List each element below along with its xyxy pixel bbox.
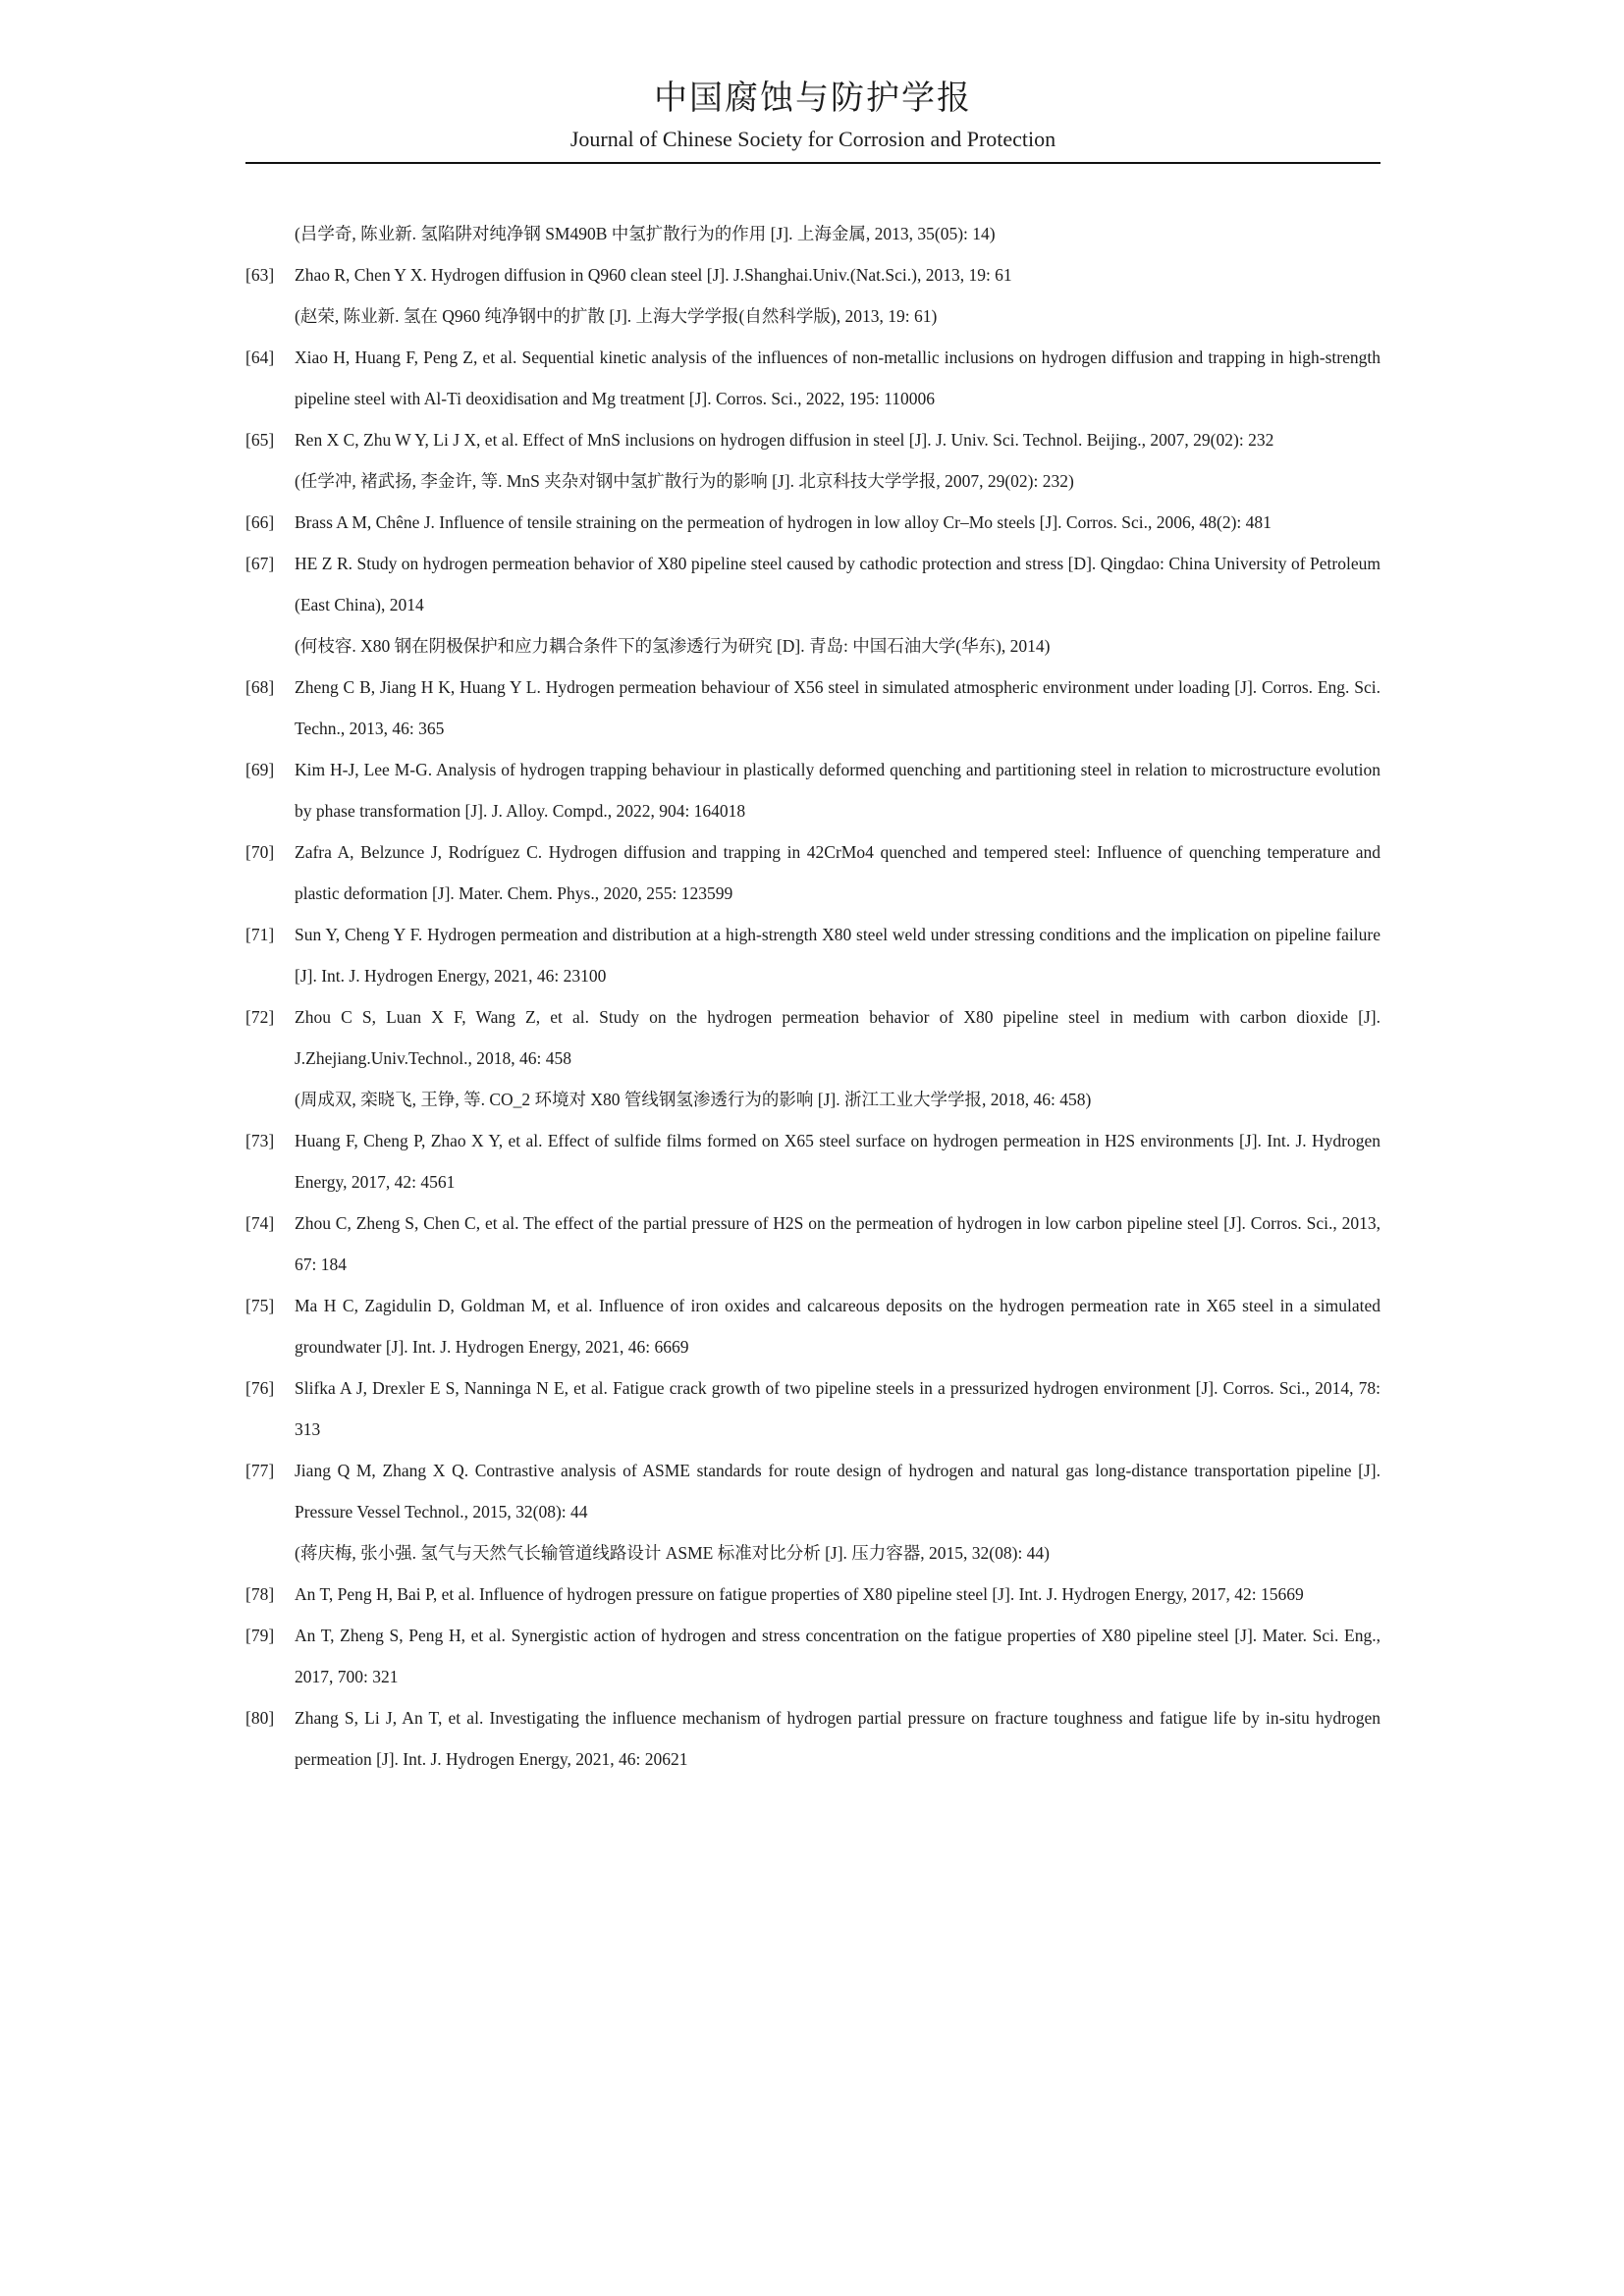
reference-number: [65]	[245, 430, 275, 450]
reference-number: [67]	[245, 554, 275, 573]
reference-text-en: Xiao H, Huang F, Peng Z, et al. Sequential kinetic analysis of the influences of non-metallic inclusions on hydrogen diffusion and trapping in high-strength pipeline steel with Al-Ti deoxidisation and Mg treatment [J]. Corros. Sci., 2022, 195: 110006	[295, 347, 1380, 408]
journal-title-english: Journal of Chinese Society for Corrosion and Protection	[569, 127, 1056, 151]
reference-number: [80]	[245, 1708, 275, 1728]
reference-text-en: Ma H C, Zagidulin D, Goldman M, et al. Influence of iron oxides and calcareous deposits on the hydrogen permeation rate in X65 steel in a simulated groundwater [J]. Int. J. Hydrogen Energy, 2021, 46: 6669	[295, 1296, 1380, 1357]
reference-item	[245, 831, 1380, 914]
reference-text-cn: (周成双, 栾晓飞, 王铮, 等. CO_2 环境对 X80 管线钢氢渗透行为的影响 [J]. 浙江工业大学学报, 2018, 46: 458)	[295, 1090, 1092, 1109]
reference-number: [69]	[245, 760, 275, 779]
reference-number: [78]	[245, 1584, 275, 1604]
header-divider	[245, 162, 1380, 164]
reference-number: [79]	[245, 1626, 275, 1645]
reference-number: [66]	[245, 512, 275, 532]
reference-text-en: Zhou C, Zheng S, Chen C, et al. The effect of the partial pressure of H2S on the permeation of hydrogen in low carbon pipeline steel [J]. Corros. Sci., 2013, 67: 184	[295, 1213, 1380, 1274]
reference-text-en: HE Z R. Study on hydrogen permeation behavior of X80 pipeline steel caused by cathodic protection and stress [D]. Qingdao: China University of Petroleum (East China), 2014	[295, 554, 1380, 614]
reference-number: [77]	[245, 1461, 275, 1480]
reference-continuation-line	[245, 213, 1380, 254]
reference-text-cn: (何枝容. X80 钢在阴极保护和应力耦合条件下的氢渗透行为研究 [D]. 青岛: 中国石油大学(华东), 2014)	[295, 636, 1051, 656]
reference-text-en: Kim H-J, Lee M-G. Analysis of hydrogen trapping behaviour in plastically deformed quenching and partitioning steel in relation to microstructure evolution by phase transformation [J]. J. Alloy. Compd., 2022, 904: 164018	[295, 760, 1380, 821]
reference-item	[245, 543, 1380, 667]
reference-text-en: An T, Peng H, Bai P, et al. Influence of hydrogen pressure on fatigue properties of X80 pipeline steel [J]. Int. J. Hydrogen Energy, 2017, 42: 15669	[295, 1584, 1304, 1604]
reference-text-en: Zhang S, Li J, An T, et al. Investigating the influence mechanism of hydrogen partial pressure on fracture toughness and fatigue life by in-situ hydrogen permeation [J]. Int. J. Hydrogen Energy, 2021, 46: 20621	[295, 1708, 1380, 1769]
journal-header	[245, 71, 1380, 164]
reference-item	[245, 1285, 1380, 1367]
reference-text-en: Zheng C B, Jiang H K, Huang Y L. Hydrogen permeation behaviour of X56 steel in simulated atmospheric environment under loading [J]. Corros. Eng. Sci. Techn., 2013, 46: 365	[295, 677, 1380, 738]
reference-number: [73]	[245, 1131, 275, 1150]
reference-text-cn: (吕学奇, 陈业新. 氢陷阱对纯净钢 SM490B 中氢扩散行为的作用 [J]. 上海金属, 2013, 35(05): 14)	[295, 224, 996, 243]
reference-text-en: Huang F, Cheng P, Zhao X Y, et al. Effect of sulfide films formed on X65 steel surface on hydrogen permeation in H2S environments [J]. Int. J. Hydrogen Energy, 2017, 42: 4561	[295, 1131, 1380, 1192]
reference-item	[245, 1120, 1380, 1202]
reference-number: [64]	[245, 347, 275, 367]
reference-item	[245, 667, 1380, 749]
reference-text-en: Sun Y, Cheng Y F. Hydrogen permeation and distribution at a high-strength X80 steel weld under stressing conditions and the implication on pipeline failure [J]. Int. J. Hydrogen Energy, 2021, 46: 23100	[295, 925, 1380, 986]
reference-item	[245, 1615, 1380, 1697]
reference-number: [74]	[245, 1213, 275, 1233]
reference-text-cn: (蒋庆梅, 张小强. 氢气与天然气长输管道线路设计 ASME 标准对比分析 [J]. 压力容器, 2015, 32(08): 44)	[295, 1543, 1051, 1563]
reference-text-en: An T, Zheng S, Peng H, et al. Synergistic action of hydrogen and stress concentration on the fatigue properties of X80 pipeline steel [J]. Mater. Sci. Eng., 2017, 700: 321	[295, 1626, 1380, 1686]
reference-item	[245, 337, 1380, 419]
reference-number: [71]	[245, 925, 275, 944]
reference-item	[245, 254, 1380, 337]
reference-number: [75]	[245, 1296, 275, 1315]
reference-number: [68]	[245, 677, 275, 697]
reference-item	[245, 502, 1380, 543]
reference-text-cn: (赵荣, 陈业新. 氢在 Q960 纯净钢中的扩散 [J]. 上海大学学报(自然科学版), 2013, 19: 61)	[295, 306, 938, 326]
reference-item	[245, 1574, 1380, 1615]
reference-number: [70]	[245, 842, 275, 862]
reference-text-cn: (任学冲, 褚武扬, 李金许, 等. MnS 夹杂对钢中氢扩散行为的影响 [J]. 北京科技大学学报, 2007, 29(02): 232)	[295, 471, 1074, 491]
reference-text-en: Zafra A, Belzunce J, Rodríguez C. Hydrogen diffusion and trapping in 42CrMo4 quenched and tempered steel: Influence of quenching temperature and plastic deformation [J]. Mater. Chem. Phys., 2020, 255: 123599	[295, 842, 1380, 903]
reference-text-en: Jiang Q M, Zhang X Q. Contrastive analysis of ASME standards for route design of hydrogen and natural gas long-distance transportation pipeline [J]. Pressure Vessel Technol., 2015, 32(08): 44	[295, 1461, 1380, 1522]
reference-number: [72]	[245, 1007, 275, 1027]
journal-title-chinese: 中国腐蚀与防护学报	[654, 80, 972, 117]
reference-item	[245, 1202, 1380, 1285]
reference-text-en: Brass A M, Chêne J. Influence of tensile straining on the permeation of hydrogen in low alloy Cr–Mo steels [J]. Corros. Sci., 2006, 48(2): 481	[295, 512, 1272, 532]
reference-item	[245, 1450, 1380, 1574]
reference-item	[245, 419, 1380, 502]
reference-text-en: Slifka A J, Drexler E S, Nanninga N E, et al. Fatigue crack growth of two pipeline steels in a pressurized hydrogen environment [J]. Corros. Sci., 2014, 78: 313	[295, 1378, 1380, 1439]
reference-list	[245, 213, 1380, 1780]
reference-number: [76]	[245, 1378, 275, 1398]
reference-item	[245, 1367, 1380, 1450]
reference-item	[245, 749, 1380, 831]
reference-item	[245, 1697, 1380, 1780]
reference-item	[245, 914, 1380, 996]
reference-text-en: Zhao R, Chen Y X. Hydrogen diffusion in Q960 clean steel [J]. J.Shanghai.Univ.(Nat.Sci.), 2013, 19: 61	[295, 265, 1012, 285]
reference-text-en: Zhou C S, Luan X F, Wang Z, et al. Study on the hydrogen permeation behavior of X80 pipeline steel in medium with carbon dioxide [J]. J.Zhejiang.Univ.Technol., 2018, 46: 458	[295, 1007, 1380, 1068]
reference-number: [63]	[245, 265, 275, 285]
reference-item	[245, 996, 1380, 1120]
reference-text-en: Ren X C, Zhu W Y, Li J X, et al. Effect of MnS inclusions on hydrogen diffusion in steel [J]. J. Univ. Sci. Technol. Beijing., 2007, 29(02): 232	[295, 430, 1274, 450]
